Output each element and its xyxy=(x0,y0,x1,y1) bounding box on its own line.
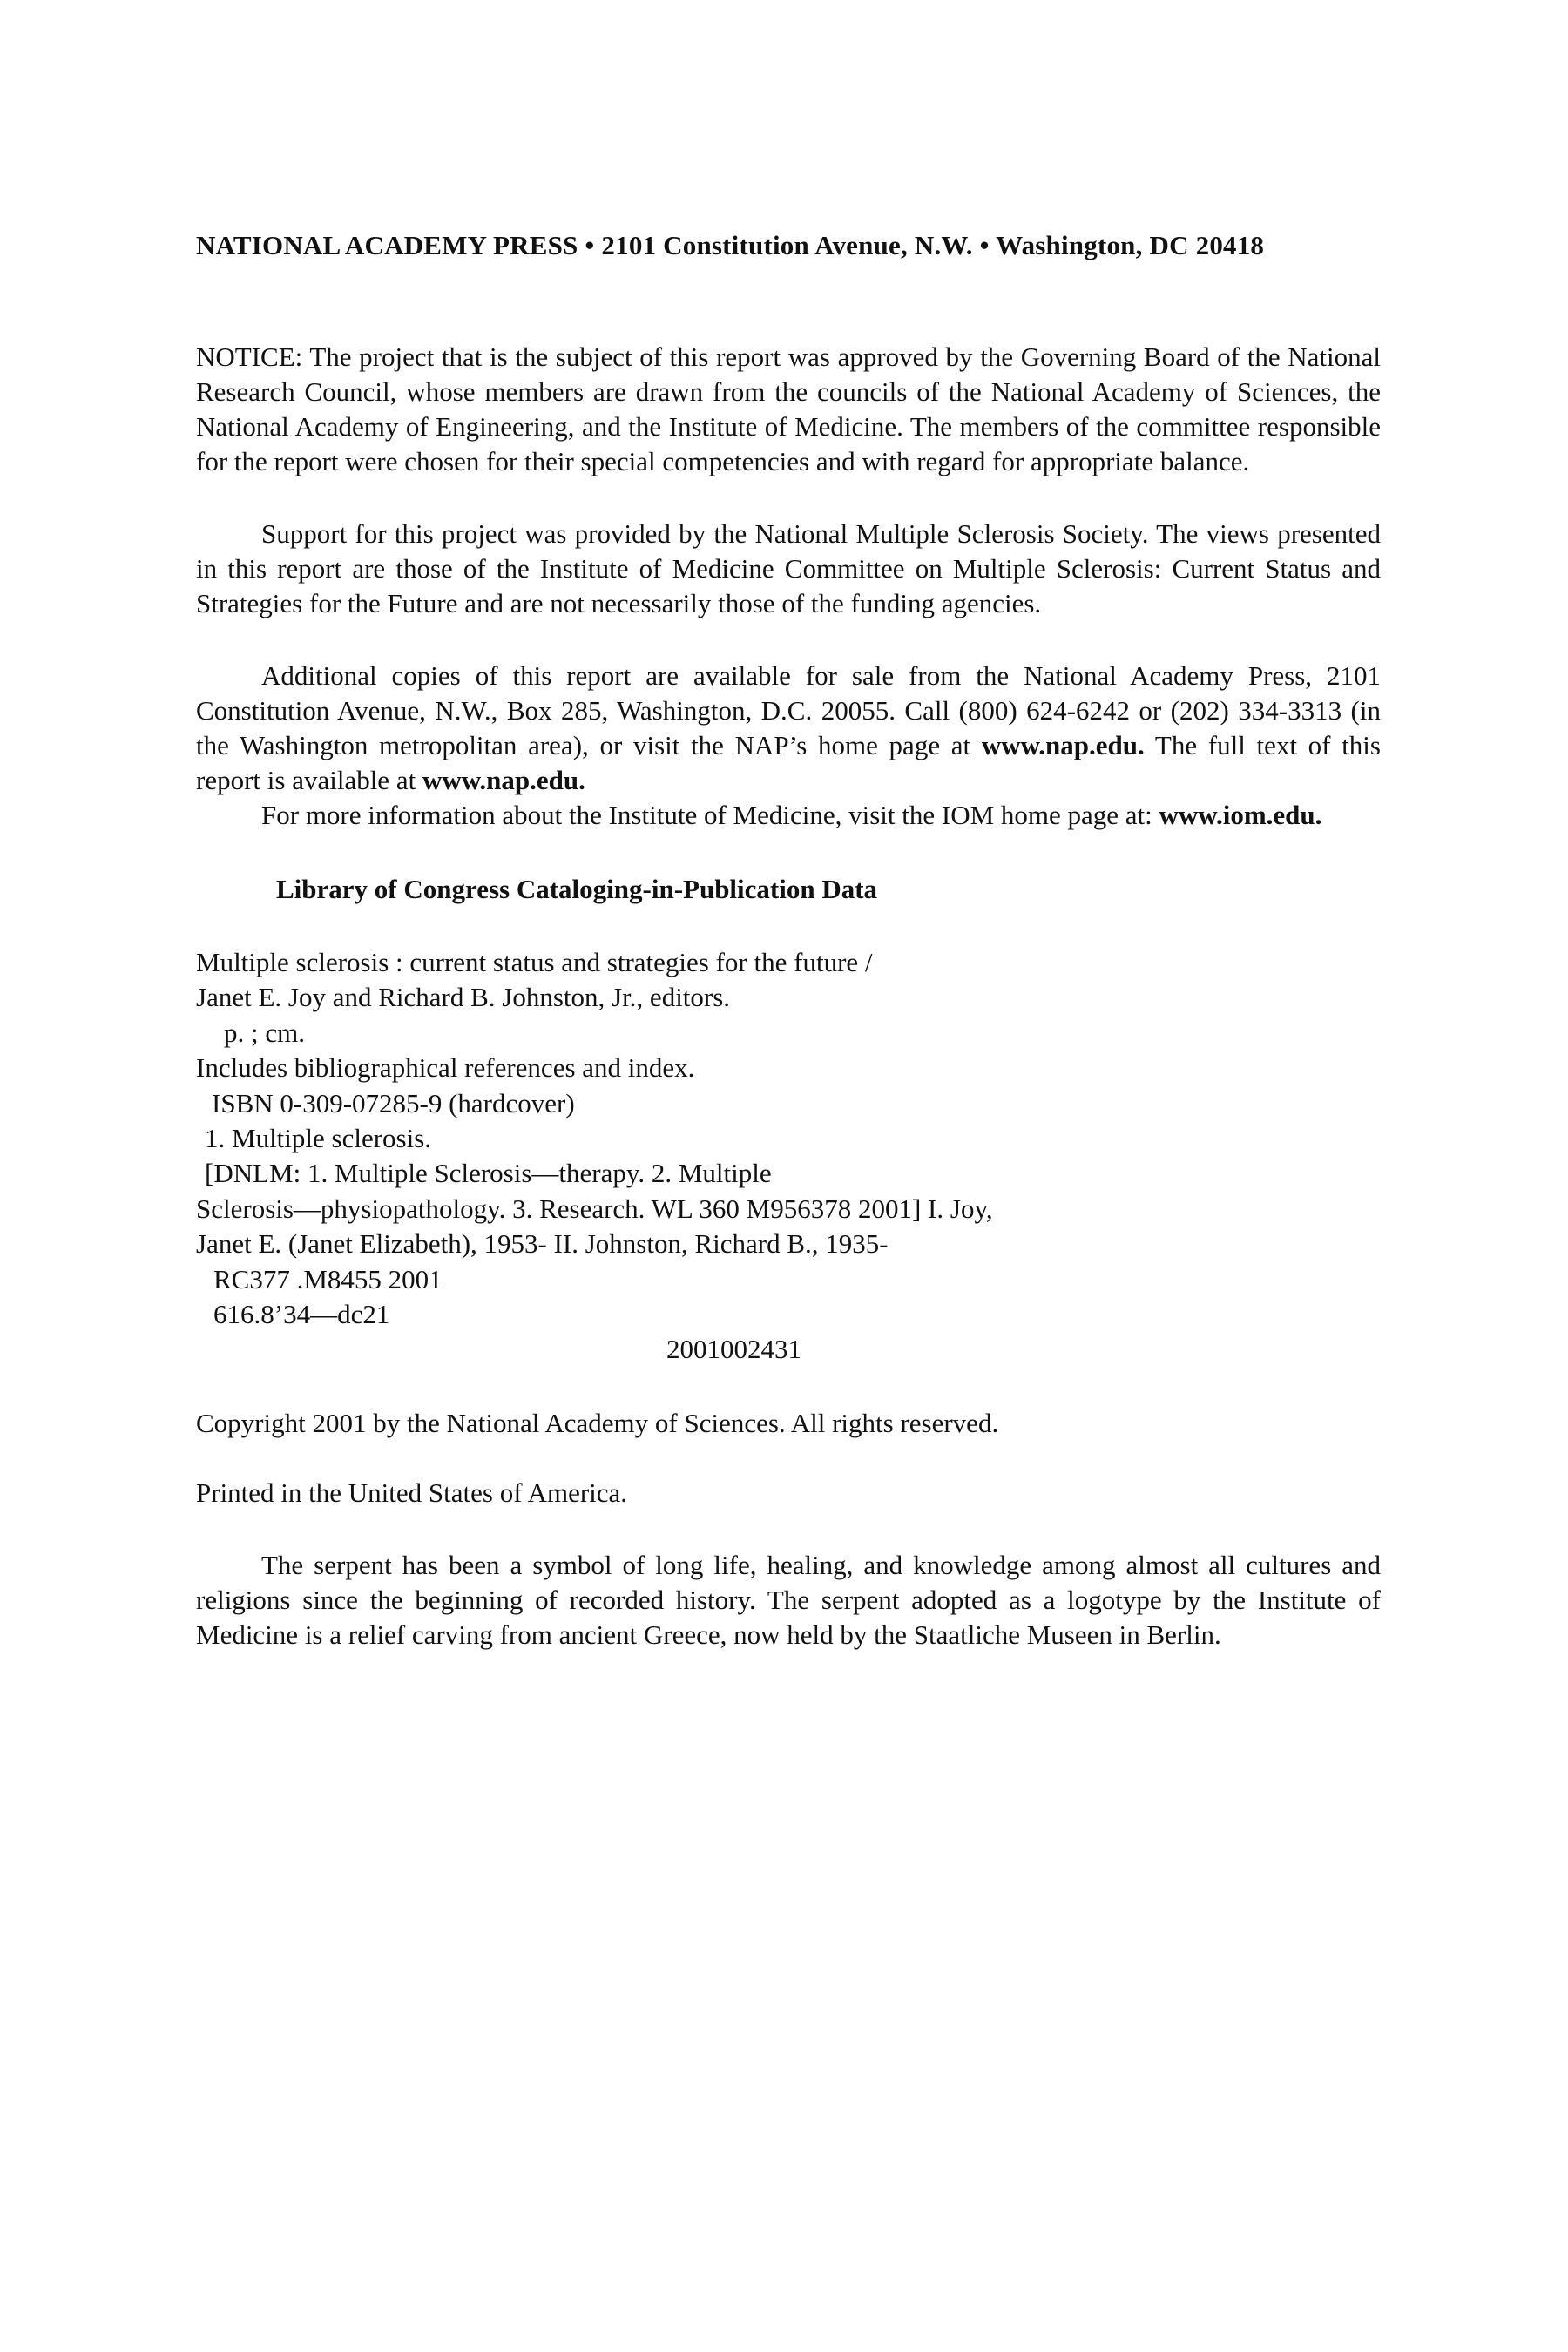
cip-title: Library of Congress Cataloging-in-Publication Data xyxy=(276,874,878,904)
cip-line: ISBN 0-309-07285-9 (hardcover) xyxy=(212,1087,575,1119)
cip-block xyxy=(196,945,1381,1368)
cip-line: 616.8’34—dc21 xyxy=(213,1299,390,1330)
iom-link[interactable]: www.iom.edu. xyxy=(1159,800,1322,830)
printed-line: Printed in the United States of America. xyxy=(196,1477,628,1508)
cip-line: p. ; cm. xyxy=(224,1017,305,1048)
notice-paragraph: NOTICE: The project that is the subject of this report was approved by the Governing Board of the National Research Council, whose members are drawn from the councils of the National Academy of Sciences, the National Academy of Engineering, and the Institute of Medicine. The members of the committee responsible for the report were chosen for their special competencies and with regard for appropriate balance. xyxy=(196,341,1381,476)
publisher-header: NATIONAL ACADEMY PRESS • 2101 Constitution Avenue, N.W. • Washington, DC 20418 xyxy=(196,230,1265,260)
cip-line: Multiple sclerosis : current status and strategies for the future / xyxy=(196,947,873,977)
nap-link-2[interactable]: www.nap.edu. xyxy=(422,765,585,795)
copies-text-1: Additional copies of this report are available for sale from the National Academy Press, 2101 Constitution Avenue, N.W., Box 285, Washington, D.C. 20055. Call (800) 624-6242 or (202) 334-3313 (in the Washington metropolitan area), or visit the NAP’s home page at xyxy=(196,660,1381,760)
page-content xyxy=(196,228,1381,1652)
cip-line: Includes bibliographical references and index. xyxy=(196,1052,695,1084)
iom-text: For more information about the Institute of Medicine, visit the IOM home page at: xyxy=(261,800,1159,830)
cip-line: RC377 .M8455 2001 xyxy=(213,1263,443,1294)
copyright-line: Copyright 2001 by the National Academy of Sciences. All rights reserved. xyxy=(196,1407,999,1438)
copies-paragraph xyxy=(196,659,1381,798)
cip-line: [DNLM: 1. Multiple Sclerosis—therapy. 2. Multiple xyxy=(205,1158,772,1189)
cip-line: Sclerosis—physiopathology. 3. Research. WL 360 M956378 2001] I. Joy, xyxy=(196,1193,993,1224)
support-paragraph: Support for this project was provided by the National Multiple Sclerosis Society. The views presented in this report are those of the Institute of Medicine Committee on Multiple Sclerosis: Current Status and Strategies for the Future and are not necessarily those of the funding agencies. xyxy=(196,518,1381,618)
copies-text-2: The full text of this report is available at xyxy=(196,730,1381,795)
serpent-paragraph: The serpent has been a symbol of long life, healing, and knowledge among almost all cultures and religions since the beginning of recorded history. The serpent adopted as a logotype by the Institute of Medicine is a relief carving from ancient Greece, now held by the Staatliche Museen in Berlin. xyxy=(196,1549,1381,1650)
iom-paragraph xyxy=(196,798,1381,833)
nap-link-1[interactable]: www.nap.edu. xyxy=(981,730,1145,760)
cip-line: 1. Multiple sclerosis. xyxy=(205,1123,432,1154)
lccn-number: 2001002431 xyxy=(666,1334,801,1365)
cip-line: Janet E. (Janet Elizabeth), 1953- II. Johnston, Richard B., 1935- xyxy=(196,1228,889,1260)
cip-line: Janet E. Joy and Richard B. Johnston, Jr., editors. xyxy=(196,982,731,1013)
